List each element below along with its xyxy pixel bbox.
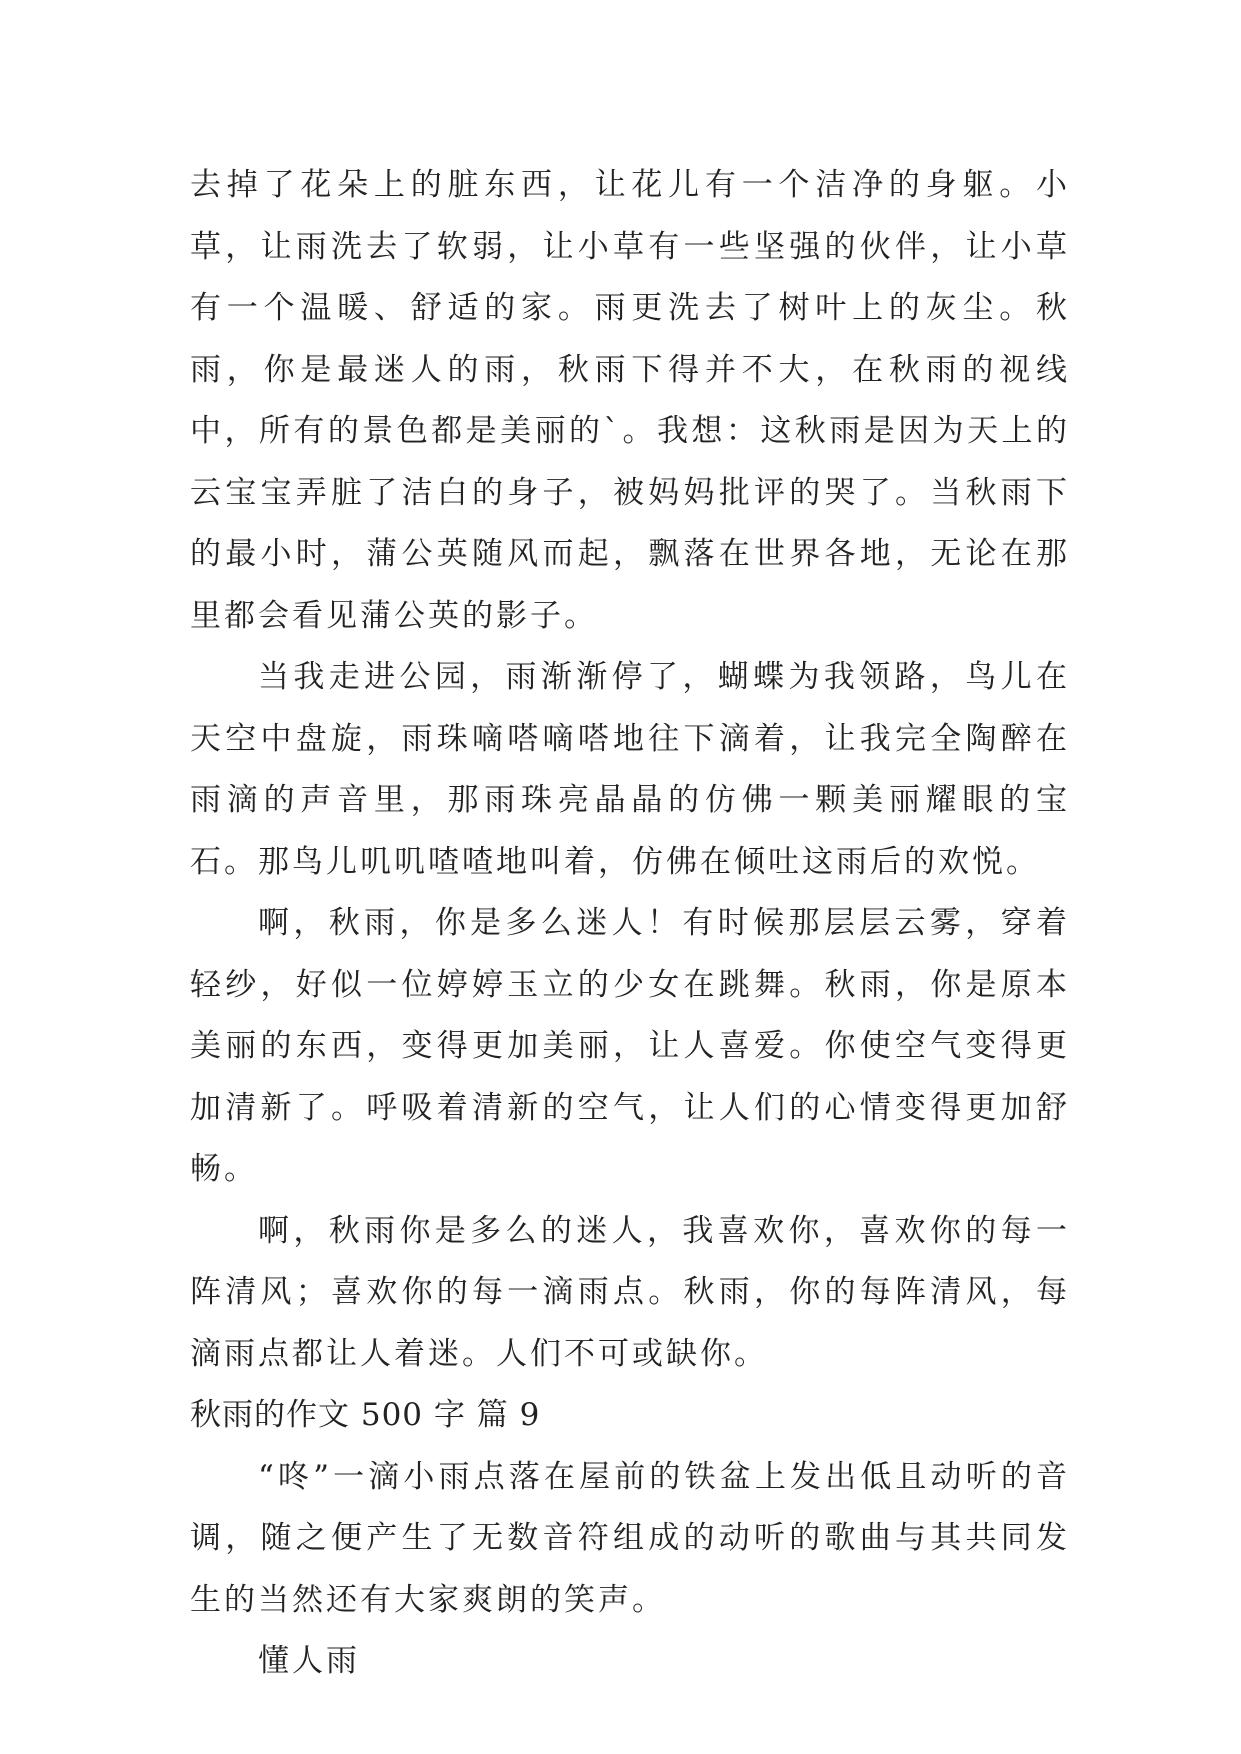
document-body: [190, 155, 1070, 1693]
section-heading: 秋雨的作文 500 字 篇 9: [190, 1397, 541, 1433]
paragraph-raindrop: “咚”一滴小雨点落在屋前的铁盆上发出低且动听的音调，随之便产生了无数音符组成的动听的歌曲与其共同发生的当然还有大家爽朗的笑声。: [190, 1458, 1070, 1618]
paragraph-like: 啊，秋雨你是多么的迷人，我喜欢你，喜欢你的每一阵清风；喜欢你的每一滴雨点。秋雨，你的每阵清风，每滴雨点都让人着迷。人们不可或缺你。: [190, 1212, 1070, 1372]
paragraph-continuation: 去掉了花朵上的脏东西，让花儿有一个洁净的身躯。小草，让雨洗去了软弱，让小草有一些坚强的伙伴，让小草有一个温暖、舒适的家。雨更洗去了树叶上的灰尘。秋雨，你是最迷人的雨，秋雨下得并不大，在秋雨的视线中，所有的景色都是美丽的`。我想：这秋雨是因为天上的云宝宝弄脏了洁白的身子，被妈妈批评的哭了。当秋雨下的最小时，蒲公英随风而起，飘落在世界各地，无论在那里都会看见蒲公英的影子。: [190, 167, 1070, 634]
paragraph-subtitle: 懂人雨: [258, 1643, 360, 1679]
paragraph-park: 当我走进公园，雨渐渐停了，蝴蝶为我领路，鸟儿在天空中盘旋，雨珠嘀嗒嘀嗒地往下滴着，让我完全陶醉在雨滴的声音里，那雨珠亮晶晶的仿佛一颗美丽耀眼的宝石。那鸟儿叽叽喳喳地叫着，仿佛在倾吐这雨后的欢悦。: [190, 659, 1070, 880]
paragraph-charming: 啊，秋雨，你是多么迷人！有时候那层层云雾，穿着轻纱，好似一位婷婷玉立的少女在跳舞。秋雨，你是原本美丽的东西，变得更加美丽，让人喜爱。你使空气变得更加清新了。呼吸着清新的空气，让人们的心情变得更加舒畅。: [190, 905, 1070, 1187]
